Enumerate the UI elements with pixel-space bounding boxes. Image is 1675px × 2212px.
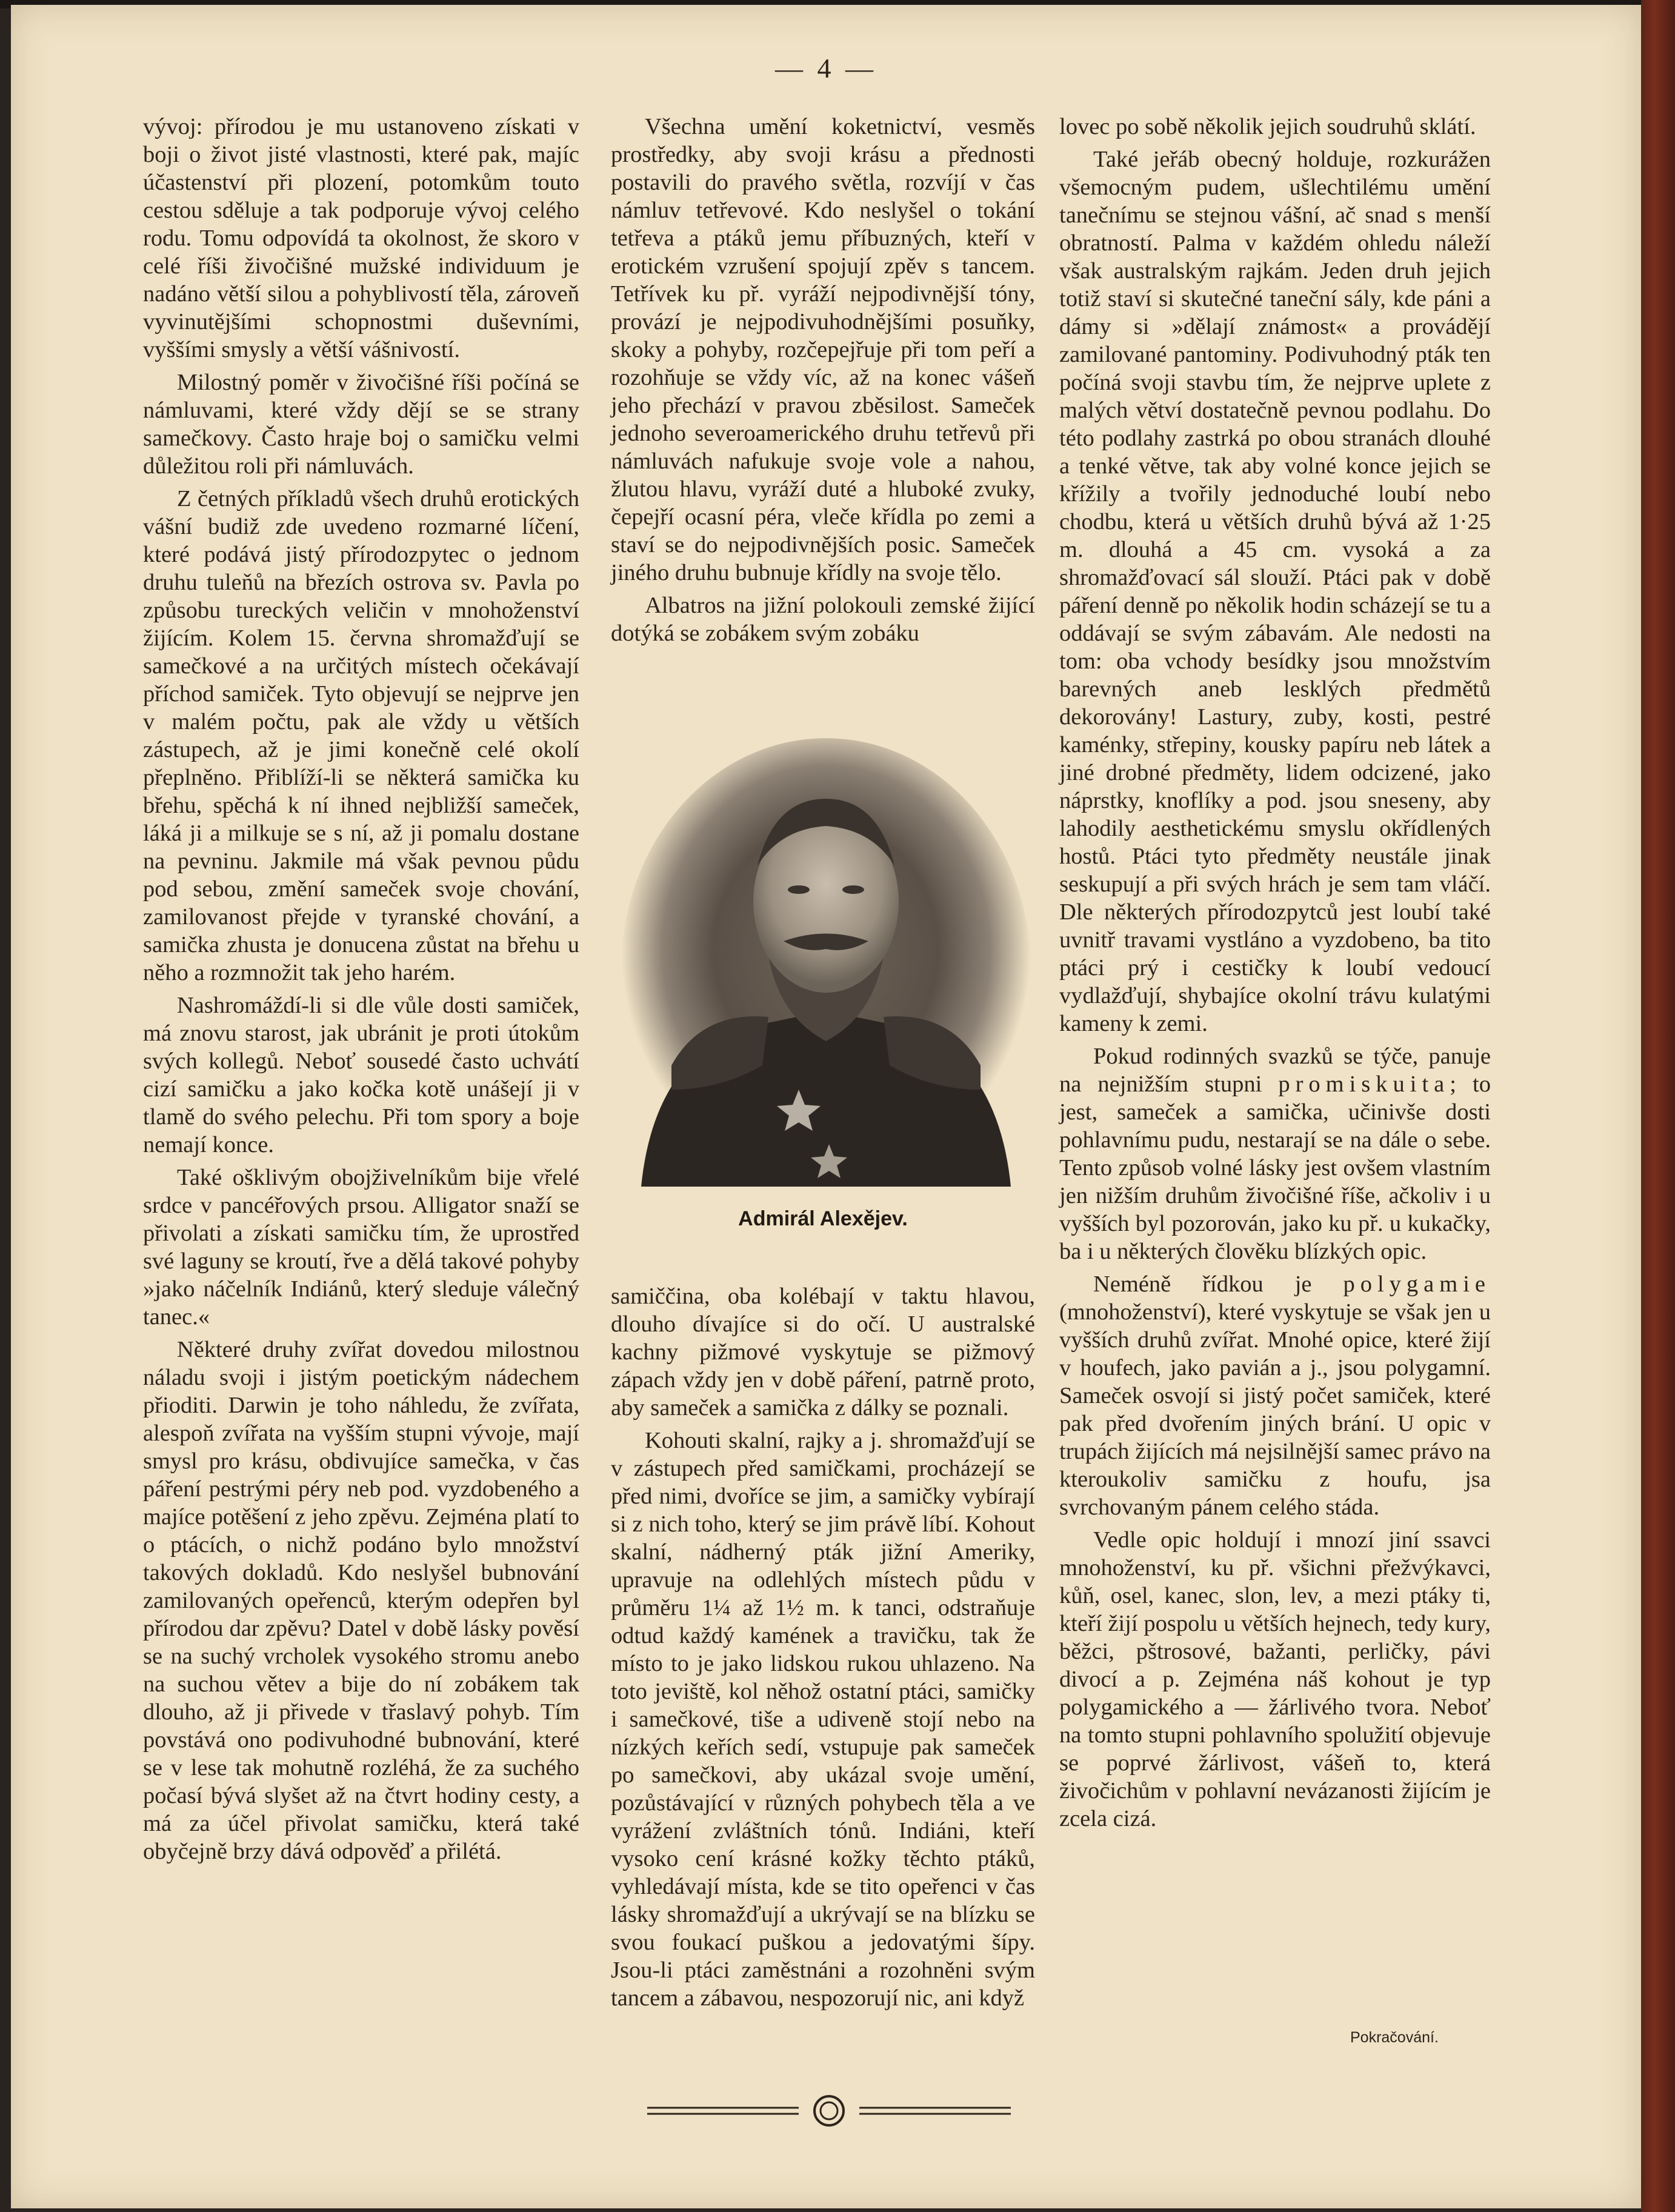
paragraph: Nashromáždí-li si dle vůle dosti samiček, má znovu starost, jak ubránit je proti útokům svých kollegů. Neboť sousedé často uchvátí cizí samičku a jako kočka kotě unášejí ji v tlamě do svého pelechu. Při tom spory a boje nemají konce. bbox=[143, 993, 579, 1158]
spaced-term: promiskuita bbox=[1278, 1071, 1450, 1097]
column-1 bbox=[143, 113, 579, 1870]
paragraph: Některé druhy zvířat dovedou milostnou náladu svoji i jistým poetickým nádechem přioditi. Darwin je toho náhledu, že zvířata, alespoň zvířata na vyšším stupni vývoje, mají smysl pro krásu, obdivujíce samečka, v čas páření pestrými péry neb pod. vyzdobeného a majíce potěšení z jeho zpěvu. Zejména platí to o ptácích, o nichž podáno bylo množství takových dokladů. Kdo neslyšel bubnování zamilovaných opeřenců, kterým odepřen byl přírodou dar zpěvu? Datel v době lásky pověsí se na suchý vrcholek vysokého stromu anebo na suchou větev a bije do ní zobákem tak dlouho, až ji přivede v třaslavý pohyb. Tím povstává ono podivuhodné bubnování, které se v lese tak mohutně rozléhá, že za suchého počasí bývá slyšet až na čtvrt hodiny cesty, a má za účel přivolat samičku, která také obyčejně brzy dává odpověď a přilétá. bbox=[143, 1337, 579, 1864]
book-spine-edge bbox=[1641, 0, 1675, 2212]
continuation-note: Pokračování. bbox=[1350, 2029, 1439, 2046]
text-run: Neméně řídkou je bbox=[1093, 1271, 1344, 1297]
paragraph bbox=[1059, 113, 1491, 141]
text-run: ; to jest, sameček a samička, učinivše dosti pohlavnímu pudu, nestarají se na dále o sebe. Tento způsob volné lásky jest ovšem vlastním jen nižším druhům živočišné říše, ačkoliv i u vyšších byl pozorován, jako ku př. u kukačky, ba i u některých člověku blízkých opic. bbox=[1059, 1071, 1491, 1264]
column-2-top bbox=[611, 113, 1035, 652]
right-eye bbox=[842, 885, 864, 894]
paragraph: Z četných příkladů všech druhů erotických vášní budiž zde uvedeno rozmarné líčení, které podává jistý přírodozpytec o jednom druhu tuleňů na březích ostrova sv. Pavla po způsobu tureckých veličin v mnohoženství žijícím. Kolem 15. června shromažďují se samečkové a na určitých místech očekávají příchod samiček. Tyto objevují se nejprve jen v malém počtu, pak ale vždy u větších zástupech, až je jimi konečně celé okolí přeplněno. Přiblíží-li se některá samička ku břehu, spěchá k ní ihned nejbližší sameček, láká ji a milkuje se s ní, až ji pomalu dostane na pevninu. Jakmile má však pevnou půdu pod sebou, změní sameček svoje chování, zamilovanost přejde v tyranské chování, a samička zhusta je donucena zůstat na břehu u něho a rozmnožit tak jeho harém. bbox=[143, 486, 579, 985]
magazine-page bbox=[11, 5, 1641, 2208]
text-run: Pokud rodinných svazků se týče, panuje na nejnižším stupni bbox=[1059, 1044, 1491, 1097]
paragraph: Kohouti skalní, rajky a j. shromažďují se v zástupech před samičkami, procházejí se před nimi, dvoříce se jim, a samičky vybírají si z nich toho, který se jim právě líbí. Kohout skalní, nádherný pták jižní Ameriky, upravuje na odlehlých místech půdu v průměru 1¼ až 1½ m. k tanci, odstraňuje odtud každý kamének a travičku, tak že místo to je jako lidskou rukou uhlazeno. Na toto jeviště, kol něhož ostatní ptáci, samičky i samečkové, tiše a udiveně stojí nebo na nízkých keřích sedí, vstupuje pak sameček po samečkovi, aby ukázal svoje umění, pozůstávající v různých pohybech těla a ve vyrážení zvláštních tónů. Indiáni, kteří vysoko cení krásné kožky těchto ptáků, vyhledávají místa, kde se tito opeřenci v čas lásky shromažďují a ukrývají se na blízku se svou foukací puškou a jedovatými šípy. Jsou-li ptáci zaměstnáni a rozohněni svým tancem a zábavou, nespozorují nic, ani když bbox=[611, 1428, 1035, 2011]
text-run: Vedle opic holdují i mnozí jiní ssavci mnohoženství, ku př. všichni přežvýkavci, kůň, osel, kanec, slon, lev, a mezi ptáky ti, kteří žijí pospolu u větších hejnech, tedy kury, běžci, pštrosové, bažanti, perličky, pávi divocí a p. Zejména náš kohout je typ polygamického a — žárlivého tvora. Neboť na tomto stupni pohlavního spolužití objevuje se poprvé žárlivost, vášeň to, která živočichům v pohlavní nevázanosti žijícím je zcela cizá. bbox=[1059, 1527, 1491, 1831]
paragraph: Všechna umění koketnictví, vesměs prostředky, aby svoji krásu a přednosti postavili do pravého světla, rozvíjí v čas námluv tetřevové. Kdo neslyšel o tokání tetřeva a ptáků jemu příbuzných, kteří v erotickém vzrušení spojují zpěv s tancem. Tetřívek ku př. vyráží nejpodivnější tóny, provází je nejpodivuhodnějšími posuňky, skoky a pohyby, rozčepejřuje při tom peří a rozohňuje se vždy víc, až na konec vášeň jeho přechází v pravou zběsilost. Sameček jednoho severoamerického druhu tetřevů při námluvách nafukuje svoje vole a nahou, žlutou hlavu, vyráží duté a hluboké zvuky, čepejří ocasní péra, vleče křídla po zemi a staví se do nejpodivnějších posic. Sameček jiného druhu bubnuje křídly na svoje tělo. bbox=[611, 114, 1035, 585]
text-run: Také jeřáb obecný holduje, rozkurážen všemocným pudem, ušlechtilému umění tanečnímu se stejnou vášní, ač snad s menší obratností. Palma v každém ohledu náleží však australským rajkám. Jeden druh jejich totiž staví si skutečné taneční sály, kde páni a dámy si »dělají známost« a provádějí zamilované pantominy. Podivuhodný pták ten počíná svoji stavbu tím, že nejprve uplete z malých větví dostatečně pevnou podlahu. Do této podlahy zastrká po obou stranách dlouhé a tenké větve, tak aby volné konce jejich se křížily a tvořily jednoduché loubí nebo chodbu, která u větších druhů bývá až 1·25 m. dlouhá a 45 cm. vysoká a za shromažďovací sál slouží. Ptáci pak v době páření denně po několik hodin scházejí se tu a oddávají se svým zábavám. Ale nedosti na tom: oba vchody besídky jsou množstvím barevných aneb lesklých předmětů dekorovány! Lastury, zuby, kosti, pestré kaménky, střepiny, kousky papíru neb látek a jiné drobné předměty, lidem odcizené, jako náprstky, knoflíky a pod. jsou sneseny, aby lahodily aesthetickému smyslu okřídlených hostů. Ptáci tyto předměty neustále jinak seskupují a při svých hrách je sem tam vláčí. Dle některých přírodozpytců jest loubí také uvnitř travami vystláno a vyzdobeno, ba tito ptáci prý i cestičky k loubí vedoucí vydlažďují, shybajíce okolní trávu kulatými kameny k zemi. bbox=[1059, 147, 1491, 1036]
column-2-bottom bbox=[611, 1282, 1035, 2017]
paragraph: samiččina, oba kolébají v taktu hlavou, dlouho dívajíce si do očí. U australské kachny pižmové vyskytuje se pižmový zápach vždy jen v době páření, patrně proto, aby sameček a samička z dálky se poznali. bbox=[611, 1284, 1035, 1421]
text-run: lovec po sobě několik jejich soudruhů sklátí. bbox=[1059, 114, 1476, 139]
page-number: — 4 — bbox=[775, 53, 877, 84]
column-3 bbox=[1059, 113, 1491, 1837]
paragraph bbox=[1059, 1526, 1491, 1833]
text-run: (mnohoženství), které vyskytuje se však jen u vyšších druhů zvířat. Mnohé opice, které žijí v houfech, jako pavián a j., jsou polygamní. Sameček osvojí si jistý počet samiček, které pak před dvořením jiných brání. U opic v trupách žijících má nejsilnější samec právo na kteroukoliv samičku z houfu, jsa svrchovaným pánem celého stáda. bbox=[1059, 1299, 1491, 1520]
end-ornament bbox=[647, 2093, 1011, 2130]
admiral-portrait bbox=[617, 726, 1035, 1199]
spaced-term: polygamie bbox=[1343, 1271, 1491, 1297]
paragraph: Také ošklivým obojživelníkům bije vřelé srdce v pancéřových prsou. Alligator snaží se přivolati a získati samičku tím, že uprostřed své laguny se kroutí, řve a dělá takové pohyby »jako náčelník Indiánů, který sleduje válečný tanec.« bbox=[143, 1165, 579, 1330]
paragraph: vývoj: přírodou je mu ustanoveno získati v boji o život jisté vlastnosti, které pak, majíc účastenství při plození, potomkům touto cestou sděluje a tak podporuje vývoj celého rodu. Tomu odpovídá ta okolnost, že skoro v celé říši živočišné mužské individuum je nadáno větší silou a pohyblivostí těla, zároveň vyvinutějšími schopnostmi duševními, vyššími smysly a větší vášnivostí. bbox=[143, 114, 579, 362]
paragraph bbox=[1059, 1042, 1491, 1265]
paragraph bbox=[1059, 145, 1491, 1038]
paragraph bbox=[1059, 1270, 1491, 1521]
portrait-caption: Admirál Alexějev. bbox=[738, 1207, 908, 1230]
paragraph: Milostný poměr v živočišné říši počíná se námluvami, které vždy dějí se se strany samečkovy. Často hraje boj o samičku velmi důležitou roli při námluvách. bbox=[143, 370, 579, 479]
paragraph: Albatros na jižní polokouli zemské žijící dotýká se zobákem svým zobáku bbox=[611, 593, 1035, 646]
left-eye bbox=[788, 885, 810, 894]
